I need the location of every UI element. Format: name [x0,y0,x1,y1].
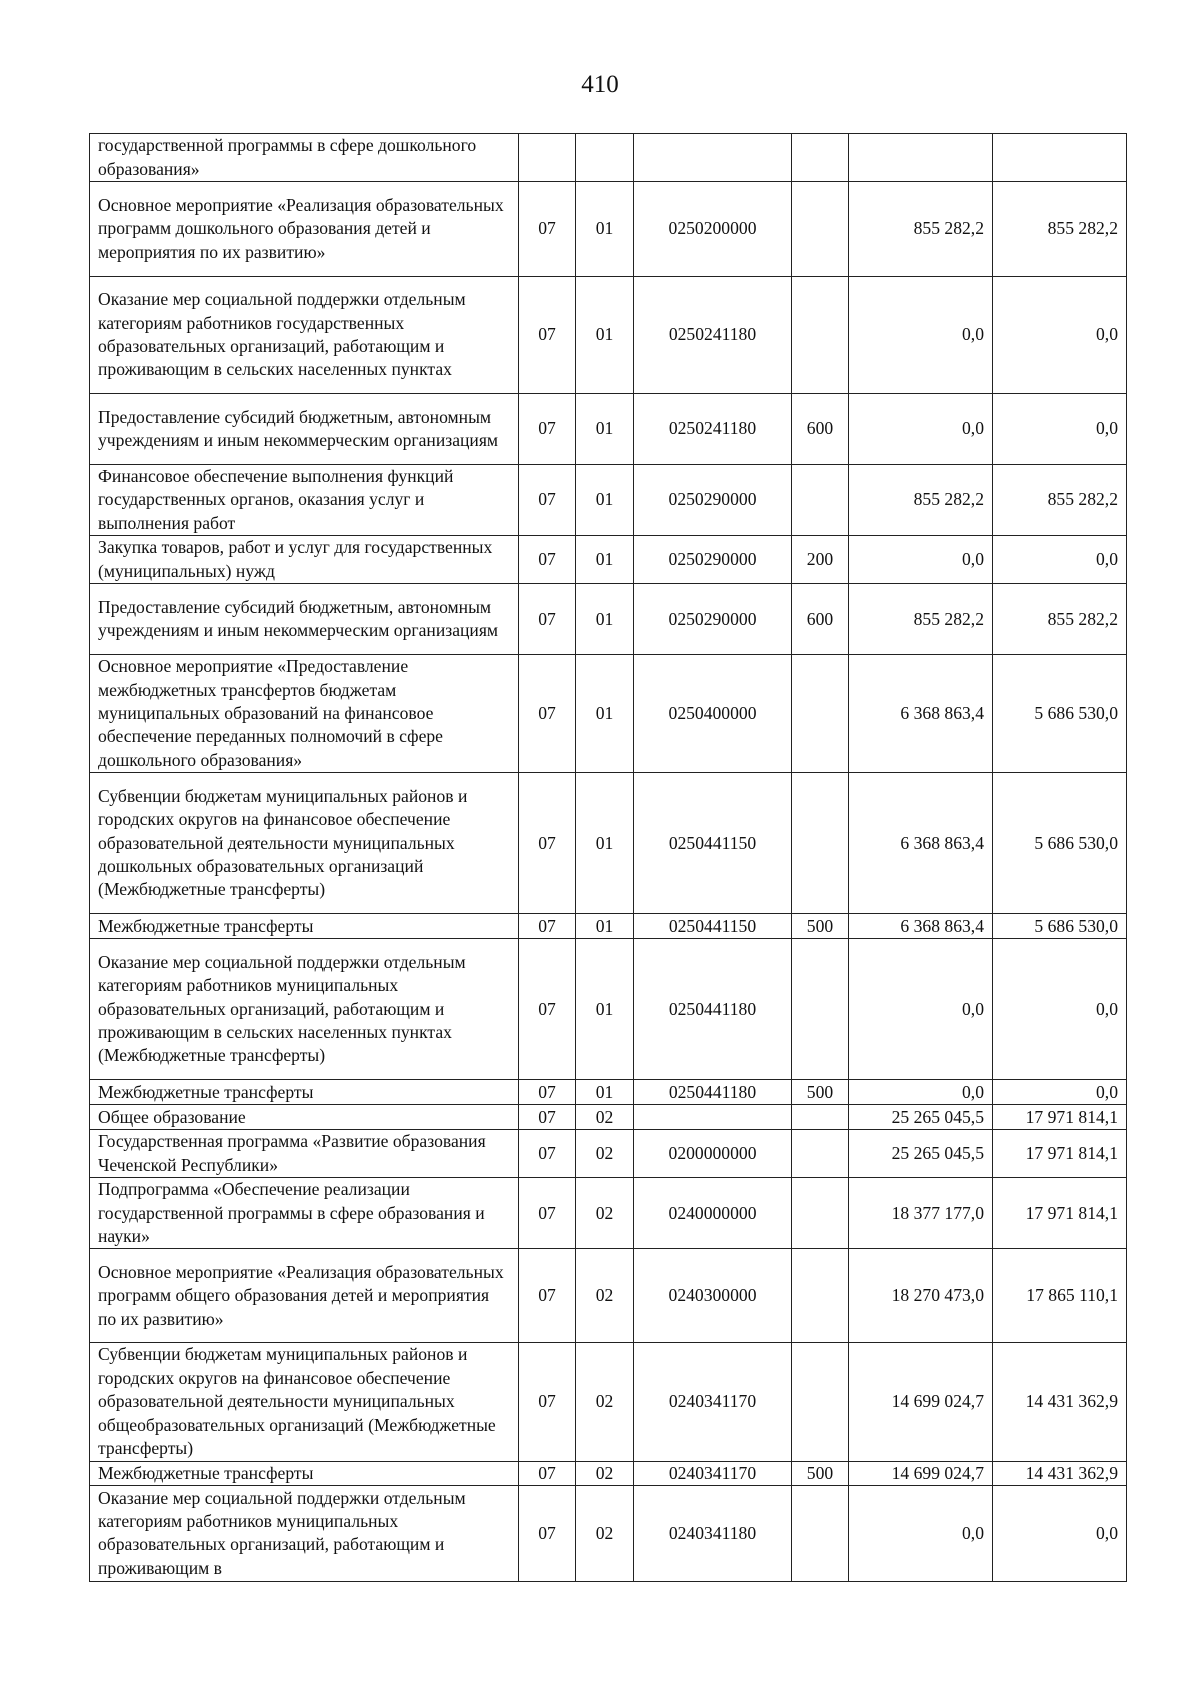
row-expense-type: 200 [792,536,849,584]
row-subsection: 01 [576,277,634,394]
row-name: государственной программы в сфере дошкольного образования» [90,134,519,182]
row-section [519,134,576,182]
row-sum-year1: 855 282,2 [849,182,993,277]
row-sum-year1: 6 368 863,4 [849,655,993,773]
row-expense-type [792,1485,849,1581]
row-name: Субвенции бюджетам муниципальных районов и городских округов на финансовое обеспечение образовательной деятельности муниципальных дошкольных образовательных организаций (Межбюджетные трансферты) [90,773,519,914]
row-sum-year2: 855 282,2 [993,465,1127,536]
row-sum-year2: 17 865 110,1 [993,1249,1127,1343]
row-name: Основное мероприятие «Реализация образовательных программ дошкольного образования детей и мероприятия по их развитию» [90,182,519,277]
table-row [90,773,1127,914]
row-name: Основное мероприятие «Предоставление межбюджетных трансфертов бюджетам муниципальных образований на финансовое обеспечение переданных полномочий в сфере дошкольного образования» [90,655,519,773]
budget-table [89,133,1127,1582]
row-section: 07 [519,584,576,655]
row-target-article: 0250290000 [634,465,792,536]
table-row [90,134,1127,182]
row-section: 07 [519,1249,576,1343]
row-expense-type [792,277,849,394]
table-row [90,655,1127,773]
row-sum-year2: 5 686 530,0 [993,914,1127,939]
row-subsection: 01 [576,914,634,939]
row-target-article: 0250441180 [634,1080,792,1105]
row-expense-type: 500 [792,1080,849,1105]
row-subsection [576,134,634,182]
row-section: 07 [519,1485,576,1581]
row-name: Закупка товаров, работ и услуг для государственных (муниципальных) нужд [90,536,519,584]
row-name: Государственная программа «Развитие образования Чеченской Республики» [90,1130,519,1178]
row-sum-year1: 855 282,2 [849,465,993,536]
row-name: Финансовое обеспечение выполнения функций государственных органов, оказания услуг и выполнения работ [90,465,519,536]
table-row [90,536,1127,584]
table-row [90,914,1127,939]
row-section: 07 [519,277,576,394]
table-row [90,1485,1127,1581]
table-row [90,1249,1127,1343]
row-subsection: 02 [576,1461,634,1485]
row-sum-year2: 14 431 362,9 [993,1461,1127,1485]
row-subsection: 01 [576,773,634,914]
row-expense-type [792,1249,849,1343]
table-row [90,277,1127,394]
row-sum-year2: 855 282,2 [993,584,1127,655]
row-sum-year2: 0,0 [993,1080,1127,1105]
row-sum-year1: 6 368 863,4 [849,773,993,914]
row-expense-type [792,182,849,277]
row-target-article: 0250441150 [634,914,792,939]
row-name: Межбюджетные трансферты [90,1461,519,1485]
row-subsection: 01 [576,939,634,1080]
table-row [90,1080,1127,1105]
row-sum-year1: 0,0 [849,536,993,584]
row-section: 07 [519,1080,576,1105]
row-name: Межбюджетные трансферты [90,1080,519,1105]
row-sum-year2: 5 686 530,0 [993,773,1127,914]
page-number: 410 [581,71,619,98]
row-subsection: 01 [576,655,634,773]
row-sum-year1: 14 699 024,7 [849,1343,993,1461]
row-sum-year1: 25 265 045,5 [849,1130,993,1178]
row-expense-type [792,465,849,536]
table-row [90,584,1127,655]
row-subsection: 01 [576,182,634,277]
row-target-article: 0200000000 [634,1130,792,1178]
row-sum-year2: 0,0 [993,939,1127,1080]
row-sum-year1: 0,0 [849,394,993,465]
row-subsection: 01 [576,536,634,584]
row-section: 07 [519,465,576,536]
row-subsection: 01 [576,1080,634,1105]
row-target-article: 0250241180 [634,277,792,394]
row-sum-year1: 0,0 [849,939,993,1080]
row-sum-year1: 14 699 024,7 [849,1461,993,1485]
row-section: 07 [519,182,576,277]
row-expense-type [792,655,849,773]
row-sum-year2: 0,0 [993,1485,1127,1581]
row-sum-year2: 14 431 362,9 [993,1343,1127,1461]
row-expense-type [792,1130,849,1178]
row-subsection: 02 [576,1178,634,1249]
row-sum-year1: 18 377 177,0 [849,1178,993,1249]
row-name: Оказание мер социальной поддержки отдельным категориям работников государственных образовательных организаций, работающим и проживающим в сельских населенных пунктах [90,277,519,394]
row-subsection: 02 [576,1105,634,1130]
row-target-article [634,1105,792,1130]
row-target-article: 0250241180 [634,394,792,465]
row-subsection: 01 [576,584,634,655]
row-subsection: 01 [576,394,634,465]
row-subsection: 02 [576,1130,634,1178]
row-sum-year1: 18 270 473,0 [849,1249,993,1343]
row-section: 07 [519,914,576,939]
row-section: 07 [519,1178,576,1249]
row-sum-year2: 855 282,2 [993,182,1127,277]
row-target-article: 0250290000 [634,584,792,655]
row-sum-year1: 0,0 [849,1485,993,1581]
row-name: Предоставление субсидий бюджетным, автономным учреждениям и иным некоммерческим организациям [90,394,519,465]
row-target-article: 0240300000 [634,1249,792,1343]
row-expense-type [792,1343,849,1461]
row-target-article: 0250290000 [634,536,792,584]
row-expense-type: 600 [792,394,849,465]
row-subsection: 01 [576,465,634,536]
row-sum-year1: 6 368 863,4 [849,914,993,939]
row-expense-type: 500 [792,1461,849,1485]
row-expense-type: 600 [792,584,849,655]
table-row [90,1178,1127,1249]
row-sum-year2: 0,0 [993,536,1127,584]
row-subsection: 02 [576,1485,634,1581]
row-section: 07 [519,655,576,773]
row-target-article: 0240000000 [634,1178,792,1249]
row-target-article: 0250441150 [634,773,792,914]
row-name: Подпрограмма «Обеспечение реализации государственной программы в сфере образования и науки» [90,1178,519,1249]
row-section: 07 [519,536,576,584]
row-sum-year1: 855 282,2 [849,584,993,655]
row-target-article: 0240341180 [634,1485,792,1581]
row-name: Оказание мер социальной поддержки отдельным категориям работников муниципальных образовательных организаций, работающим и проживающим в сельских населенных пунктах (Межбюджетные трансферты) [90,939,519,1080]
row-name: Субвенции бюджетам муниципальных районов и городских округов на финансовое обеспечение образовательной деятельности муниципальных общеобразовательных организаций (Межбюджетные трансферты) [90,1343,519,1461]
row-section: 07 [519,939,576,1080]
table-row [90,1461,1127,1485]
row-expense-type [792,1105,849,1130]
row-sum-year2: 0,0 [993,394,1127,465]
table-row [90,182,1127,277]
row-sum-year1: 0,0 [849,277,993,394]
row-section: 07 [519,773,576,914]
row-target-article: 0240341170 [634,1461,792,1485]
row-sum-year1 [849,134,993,182]
row-expense-type [792,1178,849,1249]
row-sum-year2 [993,134,1127,182]
row-target-article: 0250400000 [634,655,792,773]
row-expense-type [792,939,849,1080]
row-expense-type [792,134,849,182]
table-row [90,1130,1127,1178]
table-row [90,939,1127,1080]
row-sum-year1: 25 265 045,5 [849,1105,993,1130]
row-name: Основное мероприятие «Реализация образовательных программ общего образования детей и мероприятия по их развитию» [90,1249,519,1343]
row-section: 07 [519,1130,576,1178]
row-sum-year2: 17 971 814,1 [993,1130,1127,1178]
table-row [90,394,1127,465]
row-target-article: 0250441180 [634,939,792,1080]
row-subsection: 02 [576,1249,634,1343]
row-sum-year2: 17 971 814,1 [993,1105,1127,1130]
row-subsection: 02 [576,1343,634,1461]
row-expense-type: 500 [792,914,849,939]
row-name: Оказание мер социальной поддержки отдельным категориям работников муниципальных образовательных организаций, работающим и проживающим в [90,1485,519,1581]
row-sum-year2: 0,0 [993,277,1127,394]
row-section: 07 [519,1343,576,1461]
row-sum-year1: 0,0 [849,1080,993,1105]
table-row [90,1105,1127,1130]
row-target-article: 0250200000 [634,182,792,277]
row-section: 07 [519,394,576,465]
row-target-article: 0240341170 [634,1343,792,1461]
row-sum-year2: 5 686 530,0 [993,655,1127,773]
table-row [90,465,1127,536]
row-expense-type [792,773,849,914]
table-row [90,1343,1127,1461]
row-name: Общее образование [90,1105,519,1130]
row-section: 07 [519,1105,576,1130]
row-sum-year2: 17 971 814,1 [993,1178,1127,1249]
row-name: Предоставление субсидий бюджетным, автономным учреждениям и иным некоммерческим организациям [90,584,519,655]
row-name: Межбюджетные трансферты [90,914,519,939]
row-section: 07 [519,1461,576,1485]
row-target-article [634,134,792,182]
